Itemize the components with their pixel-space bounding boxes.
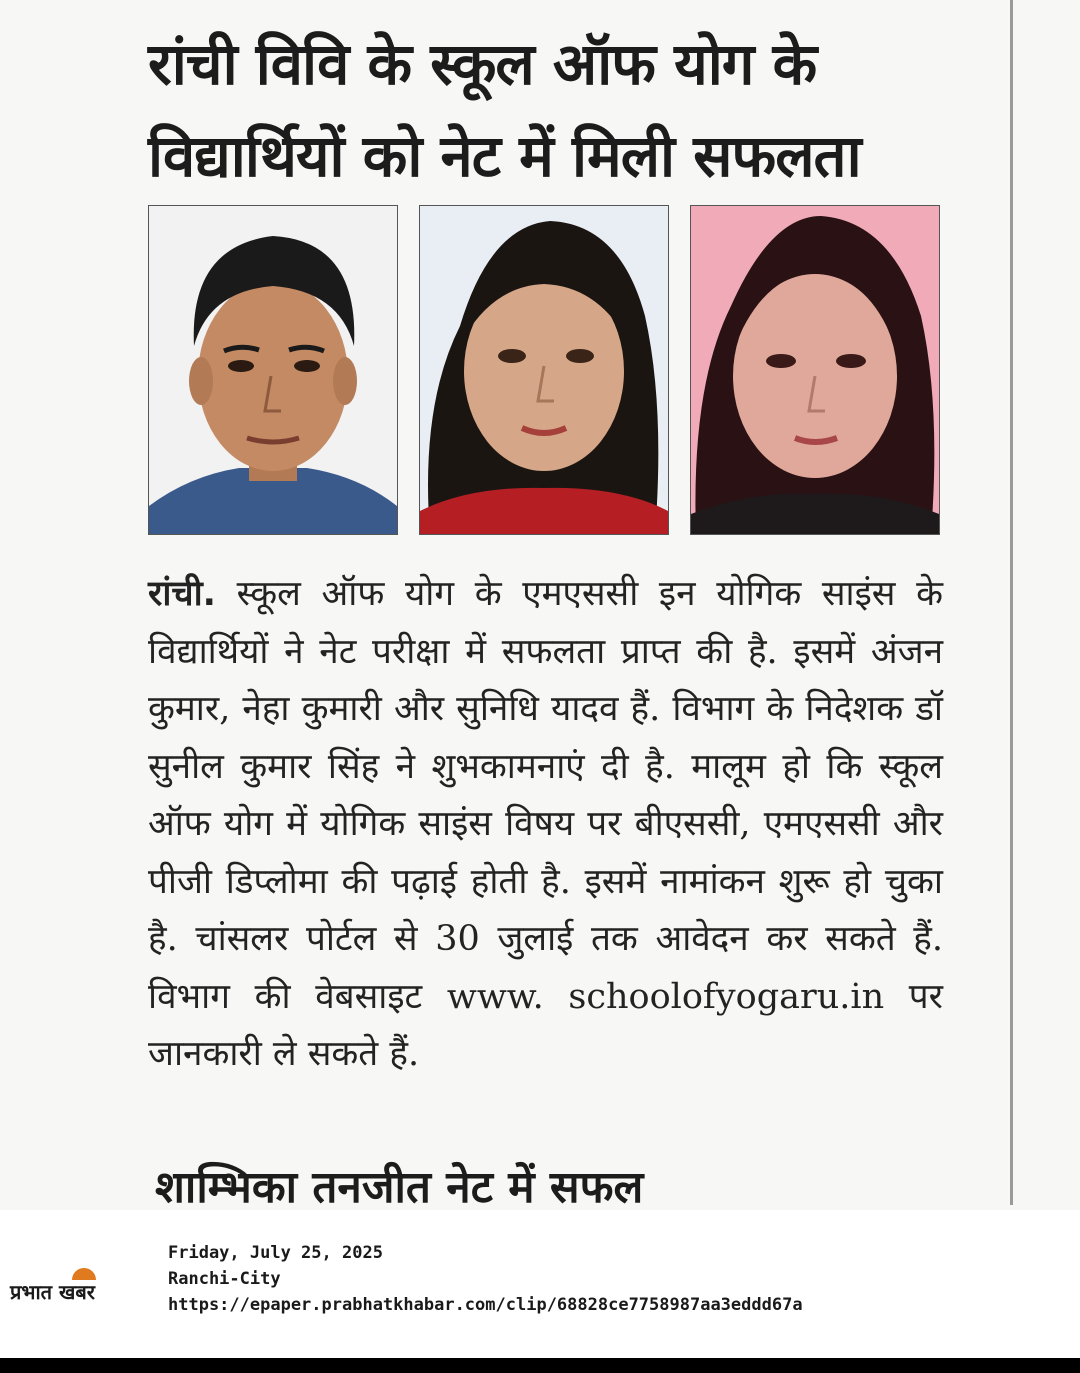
column-divider	[1010, 0, 1013, 1205]
photo-row	[148, 205, 942, 535]
clip-date: Friday, July 25, 2025	[168, 1243, 383, 1263]
clip-footer	[0, 1210, 1080, 1360]
article-headline: रांची विवि के स्कूल ऑफ योग के विद्यार्थियों को नेट में मिली सफलता	[148, 30, 861, 190]
photo-neha-kumari	[419, 205, 669, 535]
next-article-headline: शाम्भिका तनजीत नेट में सफल	[155, 1162, 644, 1210]
clip-metadata	[168, 1240, 803, 1318]
prabhat-khabar-logo	[10, 1272, 150, 1312]
article-body	[148, 566, 943, 1084]
portrait-woman-2-image	[691, 206, 939, 534]
article-dateline: रांची.	[148, 574, 216, 614]
bottom-bar	[0, 1358, 1080, 1373]
clip-url[interactable]: https://epaper.prabhatkhabar.com/clip/68828ce7758987aa3eddd67a	[168, 1295, 803, 1315]
portrait-woman-1-image	[420, 206, 668, 534]
photo-anjan-kumar	[148, 205, 398, 535]
portrait-man-image	[149, 206, 397, 534]
logo-text: प्रभात खबर	[10, 1280, 95, 1304]
clip-edition: Ranchi-City	[168, 1269, 281, 1289]
photo-sunidhi-yadav	[690, 205, 940, 535]
article-body-text: स्कूल ऑफ योग के एमएससी इन योगिक साइंस के विद्यार्थियों ने नेट परीक्षा में सफलता प्राप्त की है. इसमें अंजन कुमार, नेहा कुमारी और सुनिधि यादव हैं. विभाग के निदेशक डॉ सुनील कुमार सिंह ने शुभकामनाएं दी है. मालूम हो कि स्कूल ऑफ योग में योगिक साइंस विषय पर बीएससी, एमएससी और पीजी डिप्लोमा की पढ़ाई होती है. इसमें नामांकन शुरू हो चुका है. चांसलर पोर्टल से 30 जुलाई तक आवेदन कर सकते हैं. विभाग की वेबसाइट www. schoolofyogaru.in पर जानकारी ले सकते हैं.	[148, 574, 943, 1074]
